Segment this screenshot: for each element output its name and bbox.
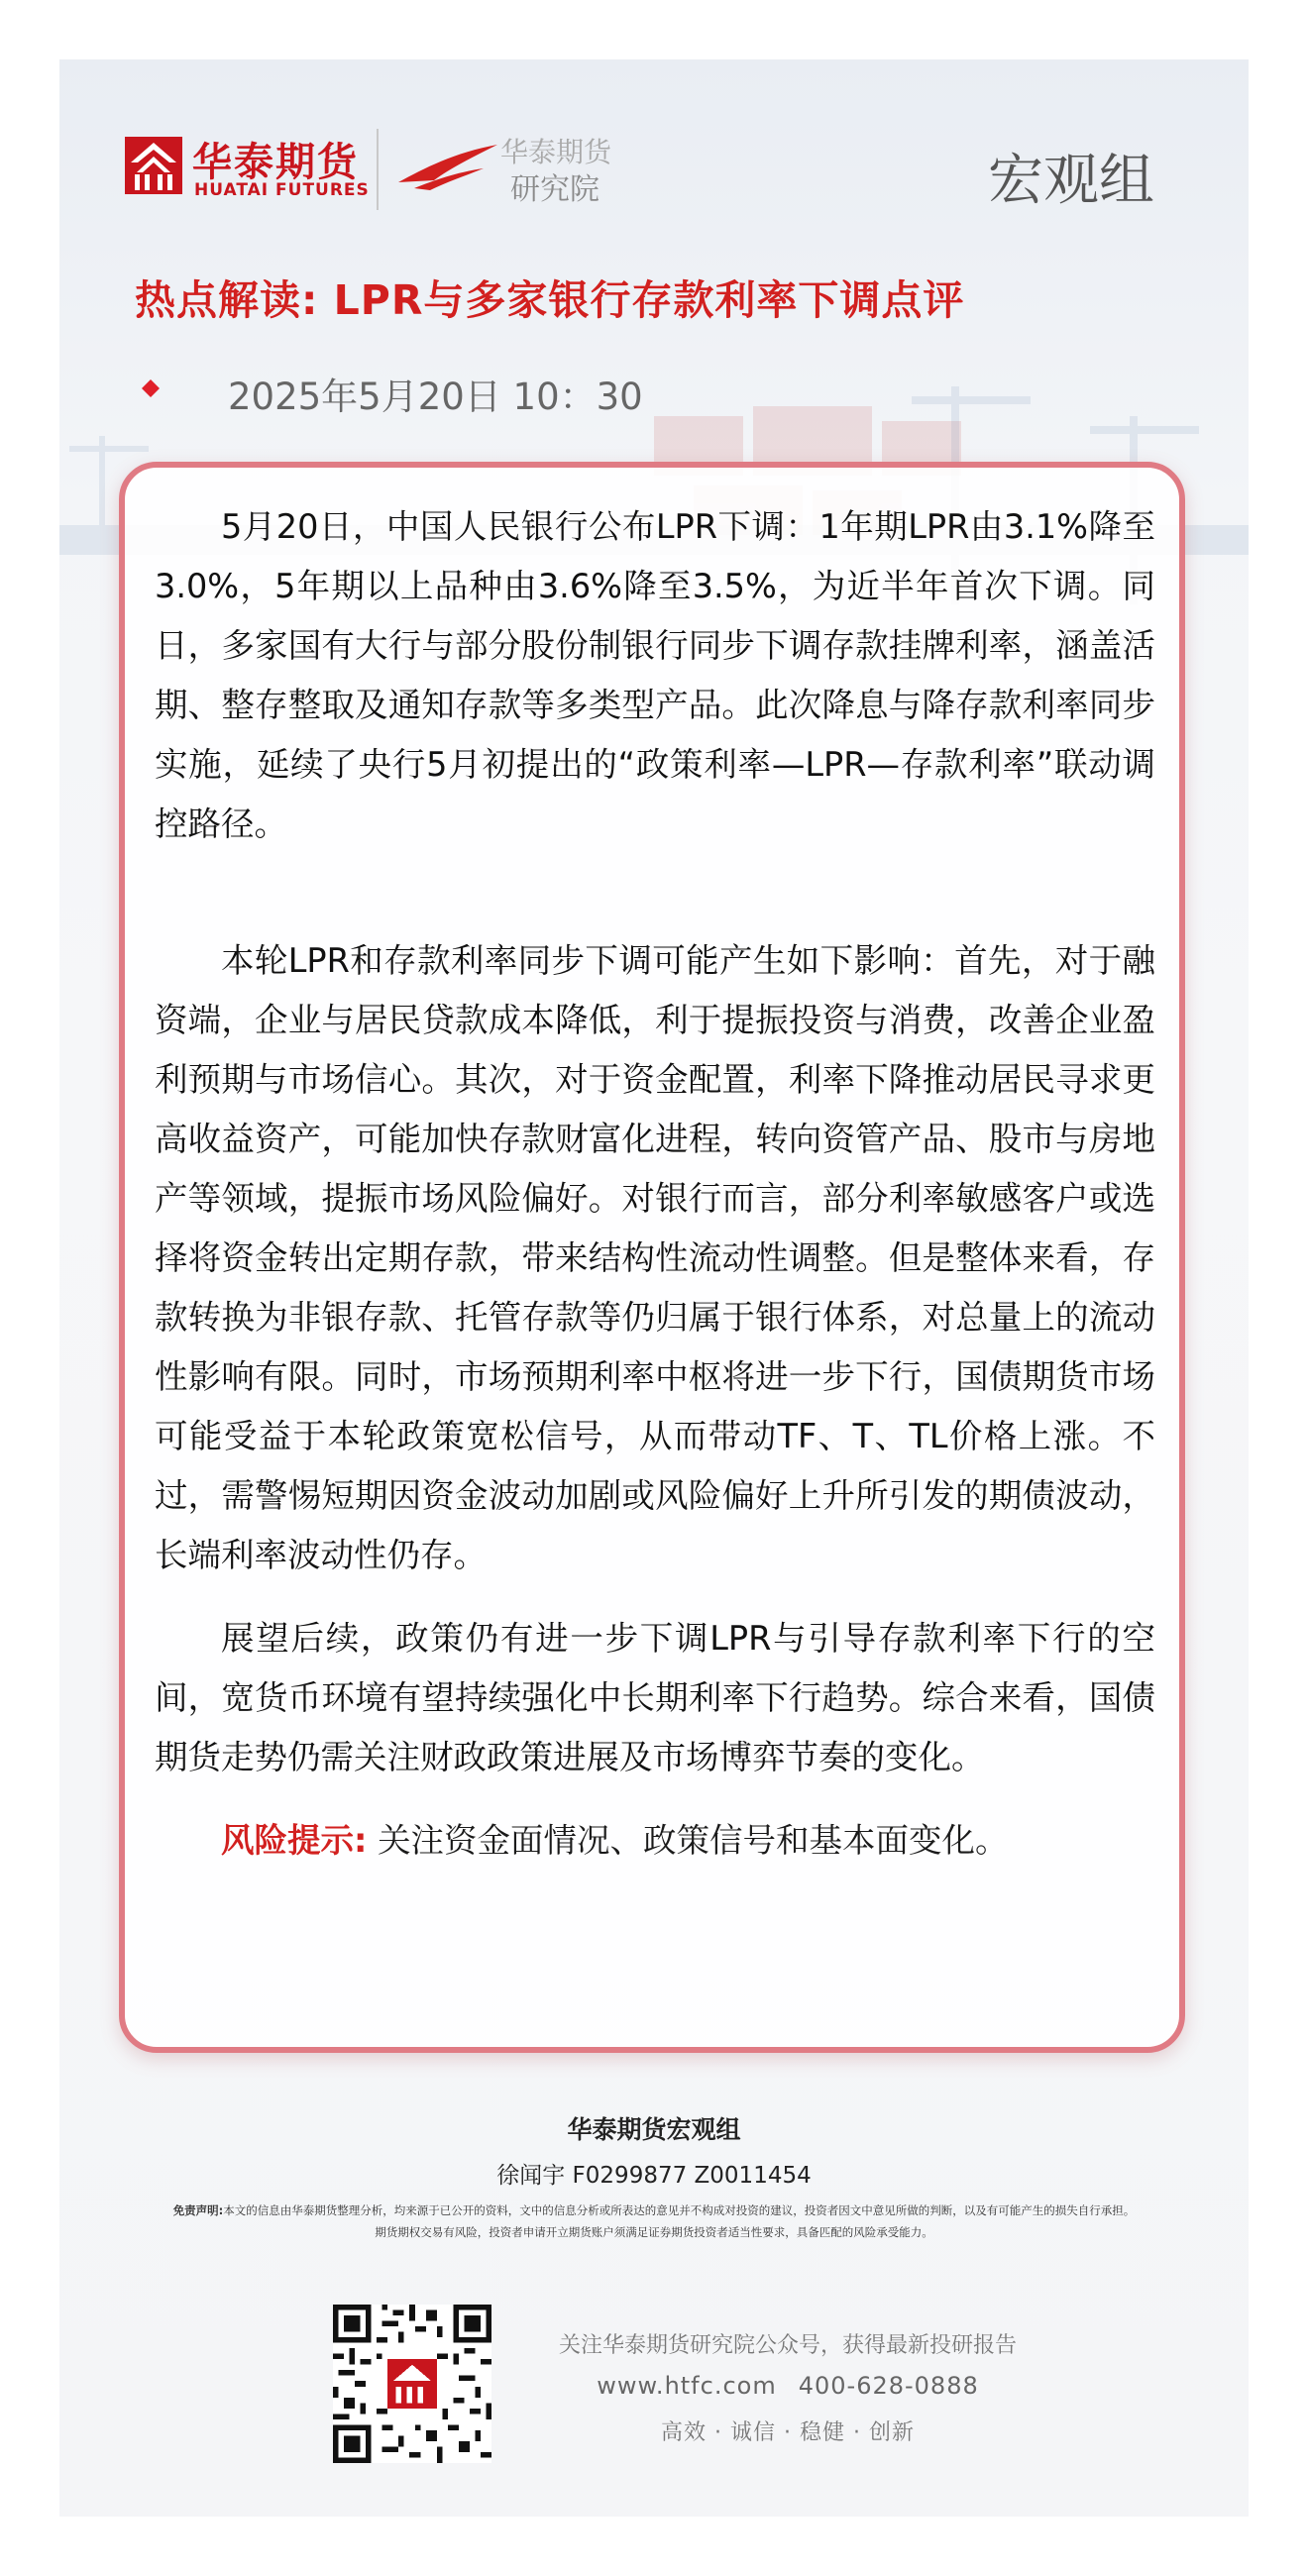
- institute-name-line2: 研究院: [510, 172, 600, 207]
- disclaimer: [168, 2200, 1140, 2243]
- huatai-logo-icon: [125, 137, 182, 194]
- risk-label: 风险提示:: [221, 1821, 368, 1860]
- disclaimer-text: 本文的信息由华泰期货整理分析，均来源于已公开的资料，文中的信息分析或所表达的意见并不构成对投资的建议，投资者因文中意见所做的判断，以及有可能产生的损失自行承担。期货期权交易有风险，投资者申请开立期货账户须满足证券期货投资者适当性要求，具备匹配的风险承受能力。: [223, 2203, 1136, 2239]
- follow-promo-text: 关注华泰期货研究院公众号，获得最新投研报告: [558, 2333, 1017, 2358]
- paragraph-2: 本轮LPR和存款利率同步下调可能产生如下影响：首先，对于融资端，企业与居民贷款成本降低，利于提振投资与消费，改善企业盈利预期与市场信心。其次，对于资金配置，利率下降推动居民寻求更高收益资产，可能加快存款财富化进程，转向资管产品、股市与房地产等领域，提振市场风险偏好。对银行而言，部分利率敏感客户或选择将资金转出定期存款，带来结构性流动性调整。但是整体来看，存款转换为非银存款、托管存款等仍归属于银行体系，对总量上的流动性影响有限。同时，市场预期利率中枢将进一步下行，国债期货市场可能受益于本轮政策宽松信号，从而带动TF、T、TL价格上涨。不过，需警惕短期因资金波动加剧或风险偏好上升所引发的期债波动，长端利率波动性仍存。: [155, 941, 1155, 1574]
- footer-group-name: 华泰期货宏观组: [567, 2115, 741, 2144]
- red-diamond-bullet-icon: [141, 378, 161, 398]
- risk-notice: [155, 1811, 1155, 1871]
- risk-text: 关注资金面情况、政策信号和基本面变化。: [378, 1821, 1009, 1860]
- website-link[interactable]: www.htfc.com: [597, 2372, 777, 2400]
- report-header: [59, 59, 1249, 238]
- article-title: 热点解读: LPR与多家银行存款利率下调点评: [135, 276, 965, 324]
- header-divider: [377, 129, 379, 210]
- report-page: [59, 59, 1249, 2517]
- publish-date: 2025年5月20日 10：30: [228, 376, 643, 418]
- phone-number: 400-628-0888: [798, 2372, 979, 2400]
- disclaimer-label: 免责声明:: [172, 2203, 224, 2217]
- contact-line: [555, 2372, 1021, 2400]
- qr-code[interactable]: [333, 2305, 491, 2463]
- brand-name-cn: 华泰期货: [192, 140, 359, 185]
- research-institute-logo-icon: [394, 139, 503, 198]
- company-slogan: 高效 · 诚信 · 稳健 · 创新: [661, 2420, 915, 2445]
- group-title: 宏观组: [988, 149, 1154, 213]
- paragraph-1: 5月20日，中国人民银行公布LPR下调：1年期LPR由3.1%降至3.0%，5年期以上品种由3.6%降至3.5%，为近半年首次下调。同日，多家国有大行与部分股份制银行同步下调存款挂牌利率，涵盖活期、整存整取及通知存款等多类型产品。此次降息与降存款利率同步实施，延续了央行5月初提出的“政策利率—LPR—存款利率”联动调控路径。: [155, 507, 1155, 843]
- institute-name-line1: 华泰期货: [500, 136, 612, 168]
- paragraph-3: 展望后续，政策仍有进一步下调LPR与引导存款利率下行的空间，宽货币环境有望持续强化中长期利率下行趋势。综合来看，国债期货走势仍需关注财政政策进展及市场博弈节奏的变化。: [155, 1619, 1155, 1776]
- analyst-credentials: 徐闻宇 F0299877 Z0011454: [496, 2163, 812, 2189]
- brand-name-en: HUATAI FUTURES: [194, 180, 370, 200]
- article-body-card: [119, 462, 1185, 2053]
